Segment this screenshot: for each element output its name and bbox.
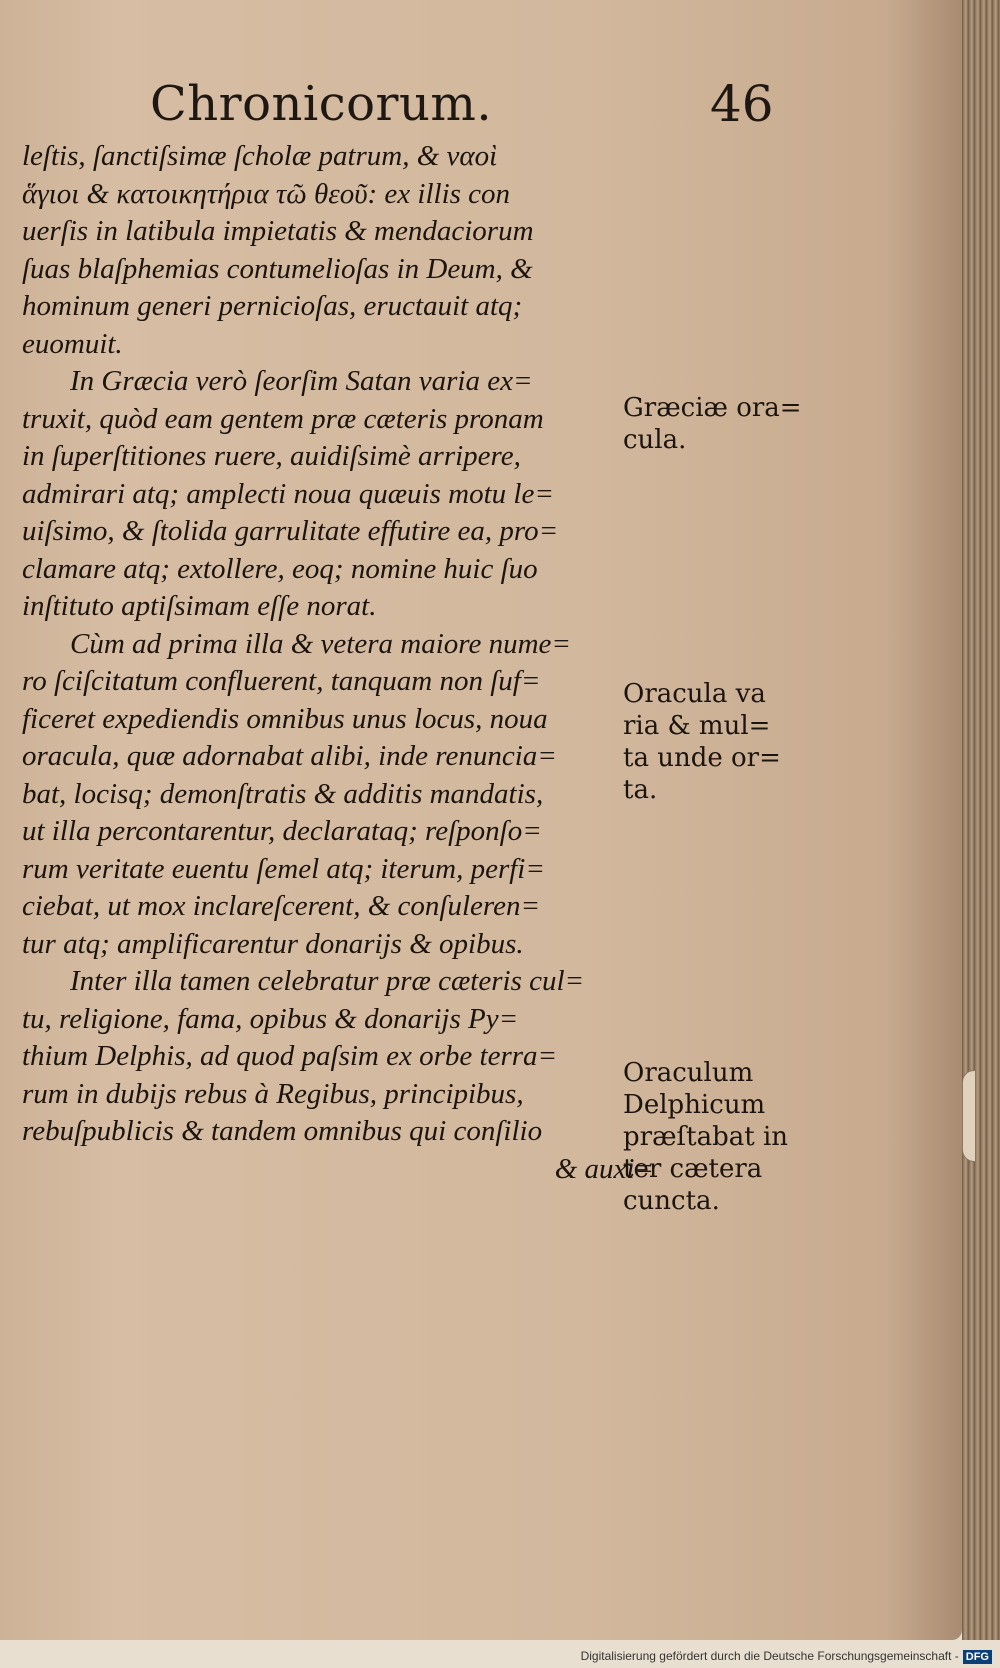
margin-note-line: ter cætera [623,1154,763,1184]
text-line: euomuit. [22,327,123,360]
text-line: uerſis in latibula impietatis & mendaciorum [22,215,534,247]
margin-note-line: ria & mul= [623,711,771,741]
margin-note-line: Delphicum [623,1090,766,1120]
dfg-badge: DFG [963,1650,992,1664]
text-line: ut illa percontarentur, declarataq; reſponſo= [22,815,542,847]
text-line: uiſsimo, & ſtolida garrulitate effutire ea, pro= [22,515,559,547]
text-line: ἅγιοι & κατοικητήρια τῶ θεοῦ: ex illis con [22,177,511,210]
text-line: tur atq; amplificarentur donarijs & opibus. [22,927,524,960]
page-tab [962,1070,976,1162]
text-line: thium Delphis, ad quod paſsim ex orbe terra= [22,1040,558,1072]
running-title: Chronicorum. [150,76,493,132]
margin-note [623,1057,823,1217]
margin-note-line: cuncta. [623,1186,720,1216]
margin-note-line: cula. [623,425,687,455]
body-text [22,138,662,1188]
margin-note-line: Oracula va [623,679,766,709]
text-line: ficeret expediendis omnibus unus locus, noua [22,702,548,735]
text-line: rebuſpublicis & tandem omnibus qui conſilio [22,1115,543,1147]
text-line: hominum generi pernicioſas, eructauit atq; [22,290,523,322]
text-line: oracula, quæ adornabat alibi, inde renuncia= [22,740,557,772]
text-line: rum in dubijs rebus à Regibus, principibus, [22,1077,524,1110]
text-line: inſtituto aptiſsimam eſſe norat. [22,590,377,622]
text-line: tu, religione, fama, opibus & donarijs Py= [22,1002,519,1035]
text-line: admirari atq; amplecti noua quæuis motu le= [22,477,554,510]
margin-note-line: ta unde or= [623,743,781,773]
text-line: ciebat, ut mox inclareſcerent, & conſuleren= [22,890,541,922]
page-edge [962,0,1000,1640]
text-line: truxit, quòd eam gentem præ cæteris pronam [22,402,544,435]
text-line: ro ſciſcitatum confluerent, tanquam non ſuf= [22,665,541,697]
text-line: bat, locisq; demonſtratis & additis mandatis, [22,777,544,810]
page-number: 46 [710,75,774,133]
page-header [150,74,790,144]
margin-note-line: Oraculum [623,1058,754,1088]
text-line: in ſuperſtitiones ruere, auidiſsimè arripere, [22,440,521,472]
margin-note-line: præſtabat in [623,1122,789,1152]
margin-note-line: ta. [623,775,658,805]
text-line: ſuas blaſphemias contumelioſas in Deum, & [22,252,533,285]
text-line: Inter illa tamen celebratur præ cæteris cul= [70,965,585,997]
text-line: clamare atq; extollere, eoq; nomine huic ſuo [22,552,538,585]
margin-note [623,678,823,806]
text-line: leſtis, ſanctiſsimæ ſcholæ patrum, & ναοὶ [22,140,498,172]
footer-credit [581,1649,992,1664]
text-line: Cùm ad prima illa & vetera maiore nume= [70,627,571,660]
footer-text: Digitalisierung gefördert durch die Deutsche Forschungsgemeinschaft - [580,1649,959,1663]
text-line: rum veritate euentu ſemel atq; iterum, perfi= [22,852,545,885]
margin-note-line: Græciæ ora= [623,393,802,423]
text-line: In Græcia verò ſeorſim Satan varia ex= [70,365,533,397]
catchword: & auxi= [554,1152,654,1185]
margin-note [623,392,823,456]
